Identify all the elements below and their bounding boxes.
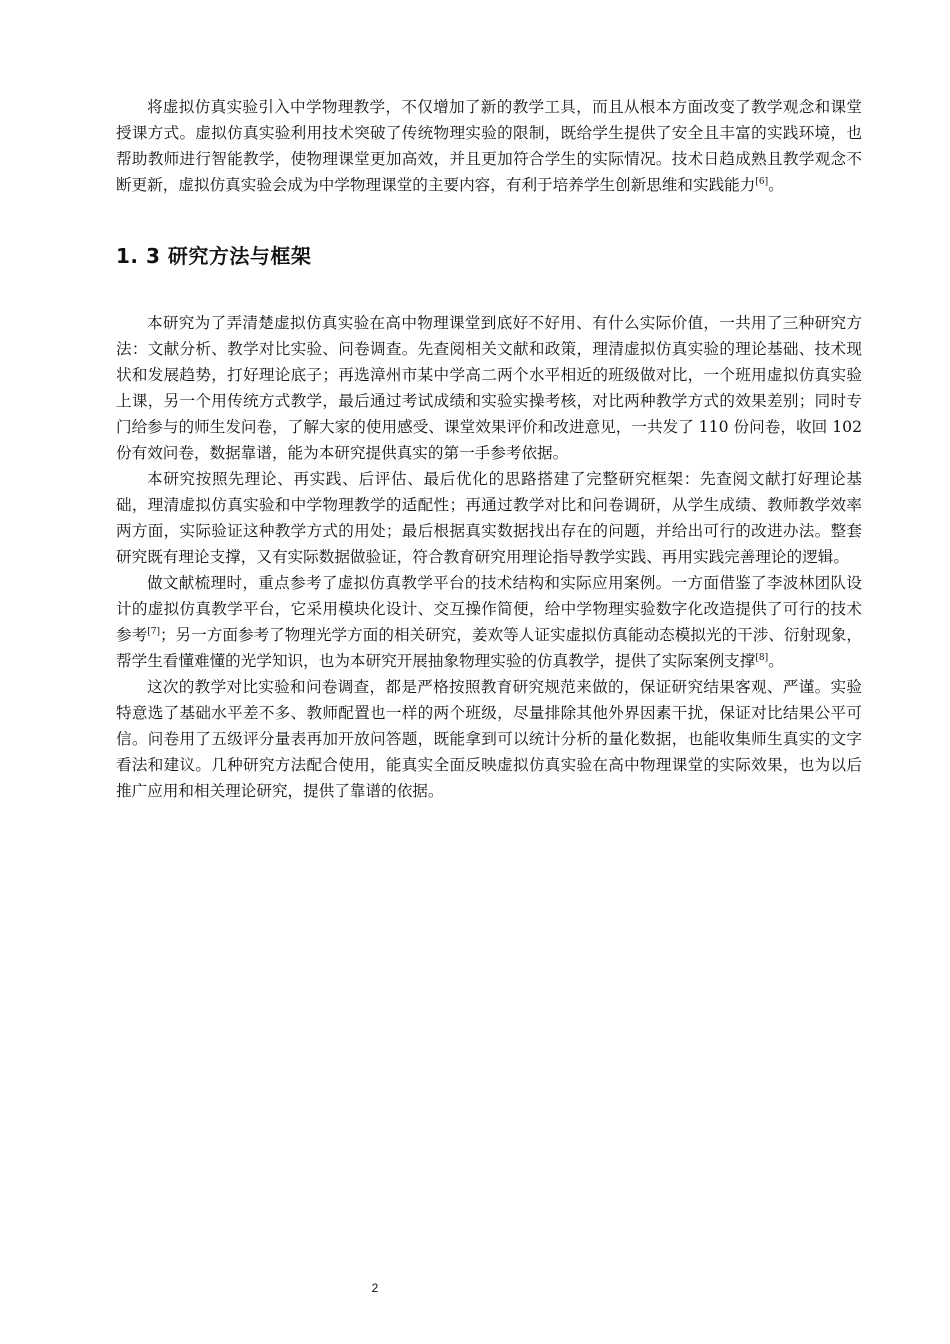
paragraph-literature-end: 。: [768, 652, 784, 670]
paragraph-rigor: 这次的教学对比实验和问卷调查，都是严格按照教育研究规范来做的，保证研究结果客观、严谨。实验特意选了基础水平差不多、教师配置也一样的两个班级，尽量排除其他外界因素干扰，保证对比结果公平可信。问卷用了五级评分量表再加开放问答题，既能拿到可以统计分析的量化数据，也能收集师生真实的文字看法和建议。几种研究方法配合使用，能真实全面反映虚拟仿真实验在高中物理课堂的实际效果，也为以后推广应用和相关理论研究，提供了靠谱的依据。: [116, 678, 862, 800]
page-number: 2: [371, 1281, 379, 1295]
section-heading: 1. 3 研究方法与框架: [116, 244, 312, 268]
paragraph-literature: [116, 570, 862, 674]
intro-paragraph: [116, 94, 862, 198]
paragraph-methods: 本研究为了弄清楚虚拟仿真实验在高中物理课堂到底好不好用、有什么实际价值，一共用了三种研究方法：文献分析、教学对比实验、问卷调查。先查阅相关文献和政策，理清虚拟仿真实验的理论基础、技术现状和发展趋势，打好理论底子；再选漳州市某中学高二两个水平相近的班级做对比，一个班用虚拟仿真实验上课，另一个用传统方式教学，最后通过考试成绩和实验实操考核，对比两种教学方式的效果差别；同时专门给参与的师生发问卷，了解大家的使用感受、课堂效果评价和改进意见，一共发了 110 份问卷，收回 102 份有效问卷，数据靠谱，能为本研究提供真实的第一手参考依据。: [116, 314, 862, 462]
citation-6: [6]: [755, 177, 769, 187]
citation-8: [8]: [755, 653, 769, 663]
intro-paragraph-end: 。: [768, 176, 784, 194]
intro-paragraph-text: 将虚拟仿真实验引入中学物理教学，不仅增加了新的教学工具，而且从根本方面改变了教学观念和课堂授课方式。虚拟仿真实验利用技术突破了传统物理实验的限制，既给学生提供了安全且丰富的实践环境，也帮助教师进行智能教学，使物理课堂更加高效，并且更加符合学生的实际情况。技术日趋成熟且教学观念不断更新，虚拟仿真实验会成为中学物理课堂的主要内容，有利于培养学生创新思维和实践能力: [116, 98, 862, 194]
paragraph-literature-text-a: 做文献梳理时，重点参考了虚拟仿真教学平台的技术结构和实际应用案例。一方面借鉴了李波林团队设计的虚拟仿真教学平台，它采用模块化设计、交互操作简便，给中学物理实验数字化改造提供了可行的技术参考: [116, 574, 862, 644]
paragraph-literature-text-b: ；另一方面参考了物理光学方面的相关研究，姜欢等人证实虚拟仿真能动态模拟光的干涉、衍射现象，帮学生看懂难懂的光学知识，也为本研究开展抽象物理实验的仿真教学，提供了实际案例支撑: [116, 626, 862, 670]
paragraph-framework: 本研究按照先理论、再实践、后评估、最后优化的思路搭建了完整研究框架：先查阅文献打好理论基础，理清虚拟仿真实验和中学物理教学的适配性；再通过教学对比和问卷调研，从学生成绩、教师教学效率两方面，实际验证这种教学方式的用处；最后根据真实数据找出存在的问题，并给出可行的改进办法。整套研究既有理论支撑，又有实际数据做验证，符合教育研究用理论指导教学实践、再用实践完善理论的逻辑。: [116, 470, 862, 566]
citation-7: [7]: [147, 627, 160, 637]
